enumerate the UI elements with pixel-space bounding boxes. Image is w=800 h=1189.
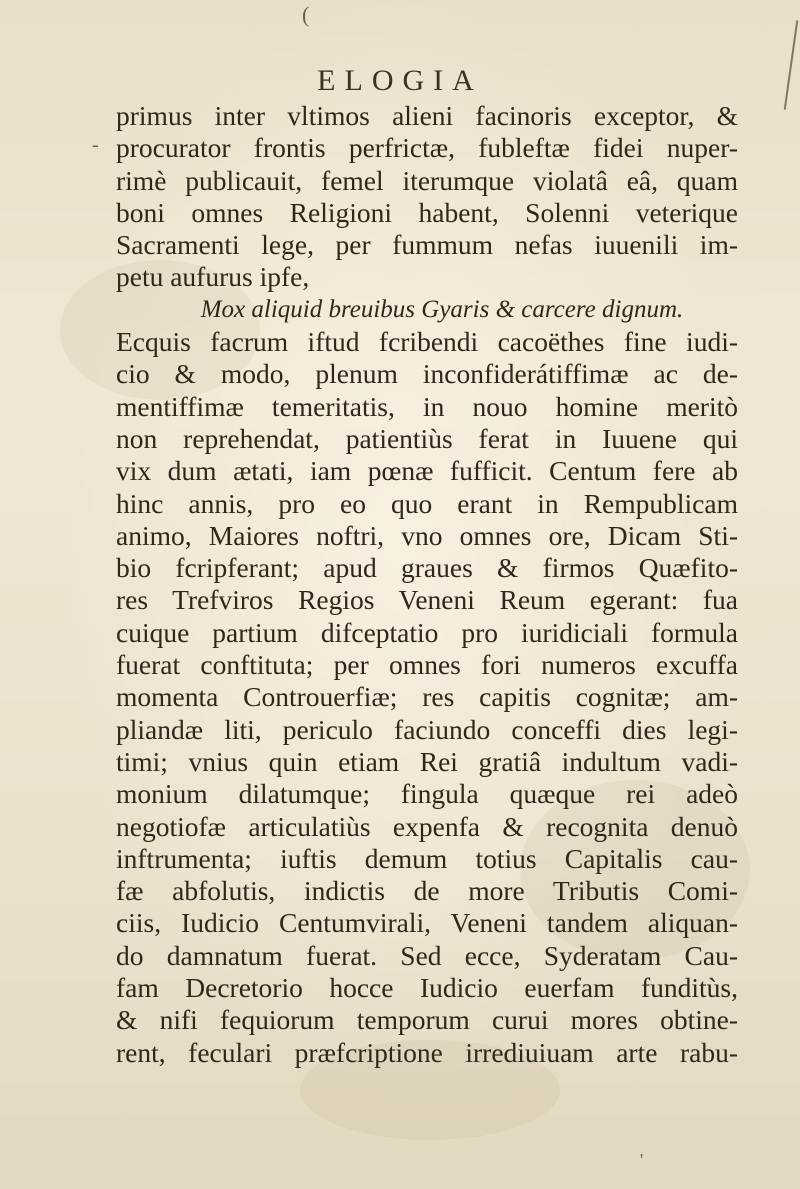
text-line: momenta Controuerfiæ; res capitis cognitæ; am-	[116, 681, 738, 713]
text-line: negotiofæ articulatiùs expenfa & recognita denuò	[116, 810, 738, 842]
text-line: Ecquis facrum iftud fcribendi cacoëthes fine iudi-	[116, 326, 738, 358]
left-margin-mark: -	[92, 134, 99, 156]
text-line: hinc annis, pro eo quo erant in Rempublicam	[116, 487, 738, 519]
text-line: pliandæ liti, periculo faciundo conceffi dies legi-	[116, 713, 738, 745]
text-line: res Trefviros Regios Veneni Reum egerant: fua	[116, 584, 738, 616]
running-title: ELOGIA	[317, 64, 483, 97]
text-line: rent, feculari præfcriptione irrediuiuam arte rabu-	[116, 1036, 738, 1068]
text-line: vix dum ætati, iam pœnæ fufficit. Centum fere ab	[116, 455, 738, 487]
text-line: Sacramenti lege, per fummum nefas iuuenili im-	[116, 229, 738, 261]
text-line: mentiffimæ temeritatis, in nouo homine meritò	[116, 390, 738, 422]
text-line: boni omnes Religioni habent, Solenni veterique	[116, 196, 738, 228]
text-line: & nifi fequiorum temporum curui mores obtine-	[116, 1004, 738, 1036]
text-line: rimè publicauit, femel iterumque violatâ eâ, quam	[116, 164, 738, 196]
text-line: procurator frontis perfrictæ, fubleftæ fidei nuper-	[116, 132, 738, 164]
text-line: fuerat conftituta; per omnes fori numeros excuffa	[116, 649, 738, 681]
bottom-margin-mark: '	[640, 1150, 644, 1170]
text-line: cuique partium difceptatio pro iuridiciali formula	[116, 616, 738, 648]
text-line: bio fcripferant; apud graues & firmos Quæfito-	[116, 552, 738, 584]
quotation-line: Mox aliquid breuibus Gyaris & carcere dignum.	[200, 295, 684, 323]
text-line: timi; vnius quin etiam Rei gratiâ indultum vadi-	[116, 745, 738, 777]
text-line: animo, Maiores noftri, vno omnes ore, Dicam Sti-	[116, 519, 738, 551]
text-line: non reprehendat, patientiùs ferat in Iuuene qui	[116, 422, 738, 454]
text-line: fam Decretorio hocce Iudicio euerfam funditùs,	[116, 972, 738, 1004]
text-line: petu aufurus ipfe,	[116, 261, 310, 293]
text-line: cio & modo, plenum inconfiderátiffimæ ac de-	[116, 358, 738, 390]
text-line: fæ abfolutis, indictis de more Tributis Comi-	[116, 875, 738, 907]
text-line: ciis, Iudicio Centumvirali, Veneni tandem aliquan-	[116, 907, 738, 939]
text-line: do damnatum fuerat. Sed ecce, Syderatam Cau-	[116, 939, 738, 971]
text-line: inftrumenta; iuftis demum totius Capitalis cau-	[116, 842, 738, 874]
top-margin-mark: (	[302, 2, 310, 27]
body-text	[116, 100, 738, 1069]
text-line: primus inter vltimos alieni facinoris exceptor, &	[116, 100, 738, 131]
text-line: monium dilatumque; fingula quæque rei adeò	[116, 778, 738, 810]
